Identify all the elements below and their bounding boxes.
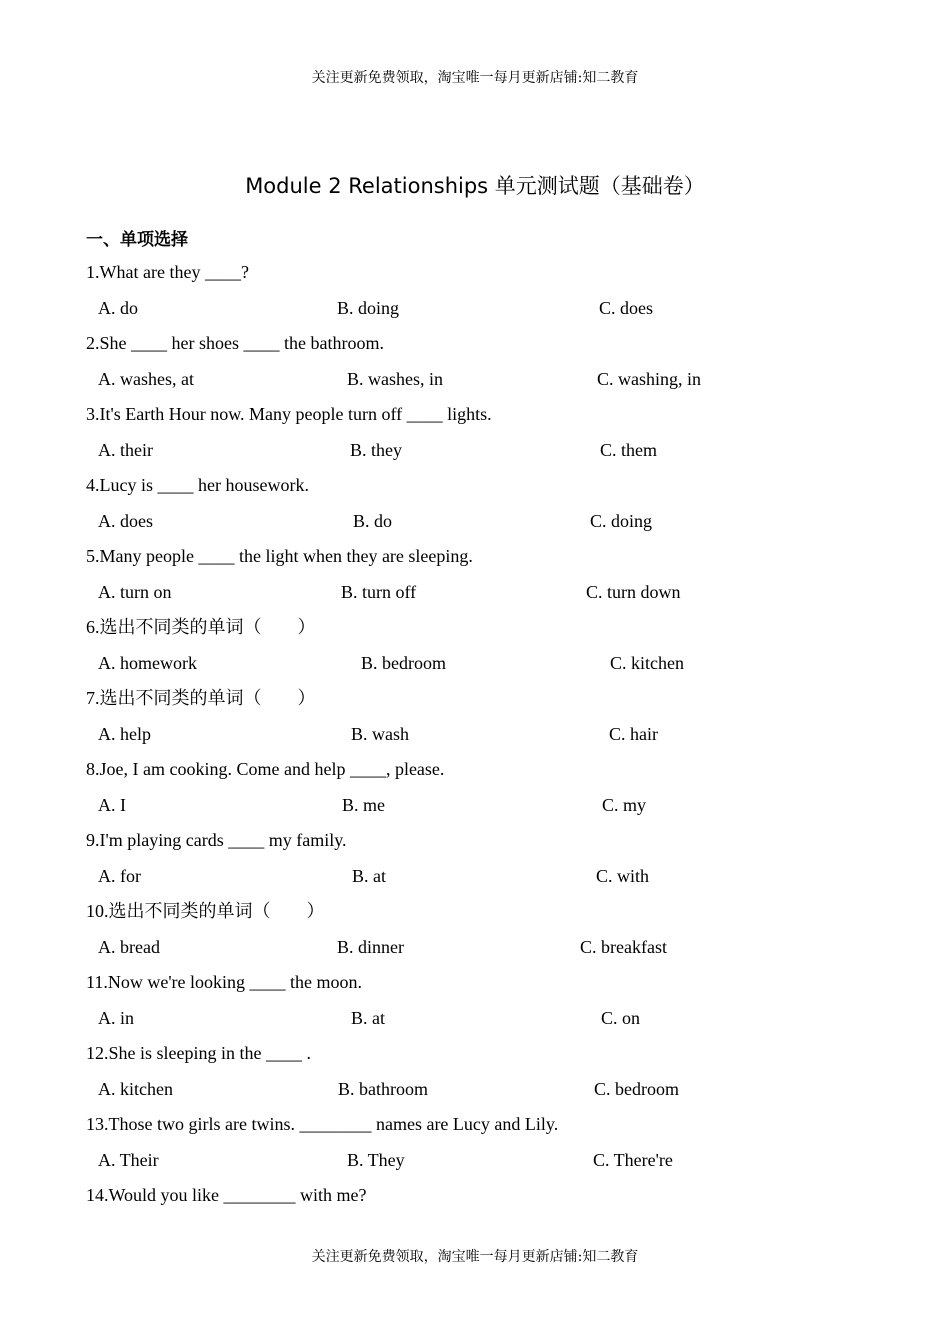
option-11c: C. on bbox=[601, 1008, 641, 1028]
question-10: 10.选出不同类的单词（ ） bbox=[86, 901, 325, 921]
page-header-note: 关注更新免费领取，淘宝唯一每月更新店铺:知二教育 bbox=[311, 70, 639, 86]
option-2b: B. washes, in bbox=[347, 369, 443, 389]
option-8c: C. my bbox=[602, 795, 647, 815]
option-12c: C. bedroom bbox=[594, 1079, 679, 1099]
option-5b: B. turn off bbox=[341, 582, 417, 602]
option-4a: A. does bbox=[98, 511, 153, 531]
page-title: Module 2 Relationships 单元测试题（基础卷） bbox=[245, 174, 705, 198]
question-2: 2.She ____ her shoes ____ the bathroom. bbox=[86, 333, 384, 353]
option-12a: A. kitchen bbox=[98, 1079, 173, 1099]
option-9b: B. at bbox=[352, 866, 386, 886]
option-6a: A. homework bbox=[98, 653, 197, 673]
question-6: 6.选出不同类的单词（ ） bbox=[86, 617, 316, 637]
option-2c: C. washing, in bbox=[597, 369, 702, 389]
question-4: 4.Lucy is ____ her housework. bbox=[86, 475, 309, 495]
option-13c: C. There're bbox=[593, 1150, 673, 1170]
question-11: 11.Now we're looking ____ the moon. bbox=[86, 972, 363, 992]
option-11a: A. in bbox=[98, 1008, 134, 1028]
question-12: 12.She is sleeping in the ____ . bbox=[86, 1043, 311, 1063]
option-1a: A. do bbox=[98, 298, 138, 318]
question-13: 13.Those two girls are twins. ________ names are Lucy and Lily. bbox=[86, 1114, 559, 1134]
question-8: 8.Joe, I am cooking. Come and help ____, please. bbox=[86, 759, 445, 779]
option-7b: B. wash bbox=[351, 724, 409, 744]
option-7a: A. help bbox=[98, 724, 151, 744]
option-10b: B. dinner bbox=[337, 937, 404, 957]
option-4c: C. doing bbox=[590, 511, 653, 531]
option-5a: A. turn on bbox=[98, 582, 172, 602]
option-3c: C. them bbox=[600, 440, 657, 460]
option-3a: A. their bbox=[98, 440, 153, 460]
option-13a: A. Their bbox=[98, 1150, 159, 1170]
option-6b: B. bedroom bbox=[361, 653, 446, 673]
option-8b: B. me bbox=[342, 795, 385, 815]
option-9a: A. for bbox=[98, 866, 141, 886]
page-footer-note: 关注更新免费领取，淘宝唯一每月更新店铺:知二教育 bbox=[311, 1249, 639, 1265]
option-1b: B. doing bbox=[337, 298, 400, 318]
option-5c: C. turn down bbox=[586, 582, 681, 602]
option-11b: B. at bbox=[351, 1008, 385, 1028]
question-3: 3.It's Earth Hour now. Many people turn off ____ lights. bbox=[86, 404, 492, 424]
option-7c: C. hair bbox=[609, 724, 658, 744]
option-1c: C. does bbox=[599, 298, 653, 318]
question-7: 7.选出不同类的单词（ ） bbox=[86, 688, 316, 708]
option-10c: C. breakfast bbox=[580, 937, 667, 957]
option-2a: A. washes, at bbox=[98, 369, 194, 389]
option-10a: A. bread bbox=[98, 937, 160, 957]
option-6c: C. kitchen bbox=[610, 653, 684, 673]
option-13b: B. They bbox=[347, 1150, 405, 1170]
option-4b: B. do bbox=[353, 511, 393, 531]
question-1: 1.What are they ____? bbox=[86, 262, 249, 282]
question-14: 14.Would you like ________ with me? bbox=[86, 1185, 367, 1205]
option-3b: B. they bbox=[350, 440, 402, 460]
option-8a: A. I bbox=[98, 795, 126, 815]
question-5: 5.Many people ____ the light when they are sleeping. bbox=[86, 546, 473, 566]
option-9c: C. with bbox=[596, 866, 650, 886]
section-heading: 一、单项选择 bbox=[86, 230, 188, 250]
option-12b: B. bathroom bbox=[338, 1079, 428, 1099]
question-9: 9.I'm playing cards ____ my family. bbox=[86, 830, 347, 850]
